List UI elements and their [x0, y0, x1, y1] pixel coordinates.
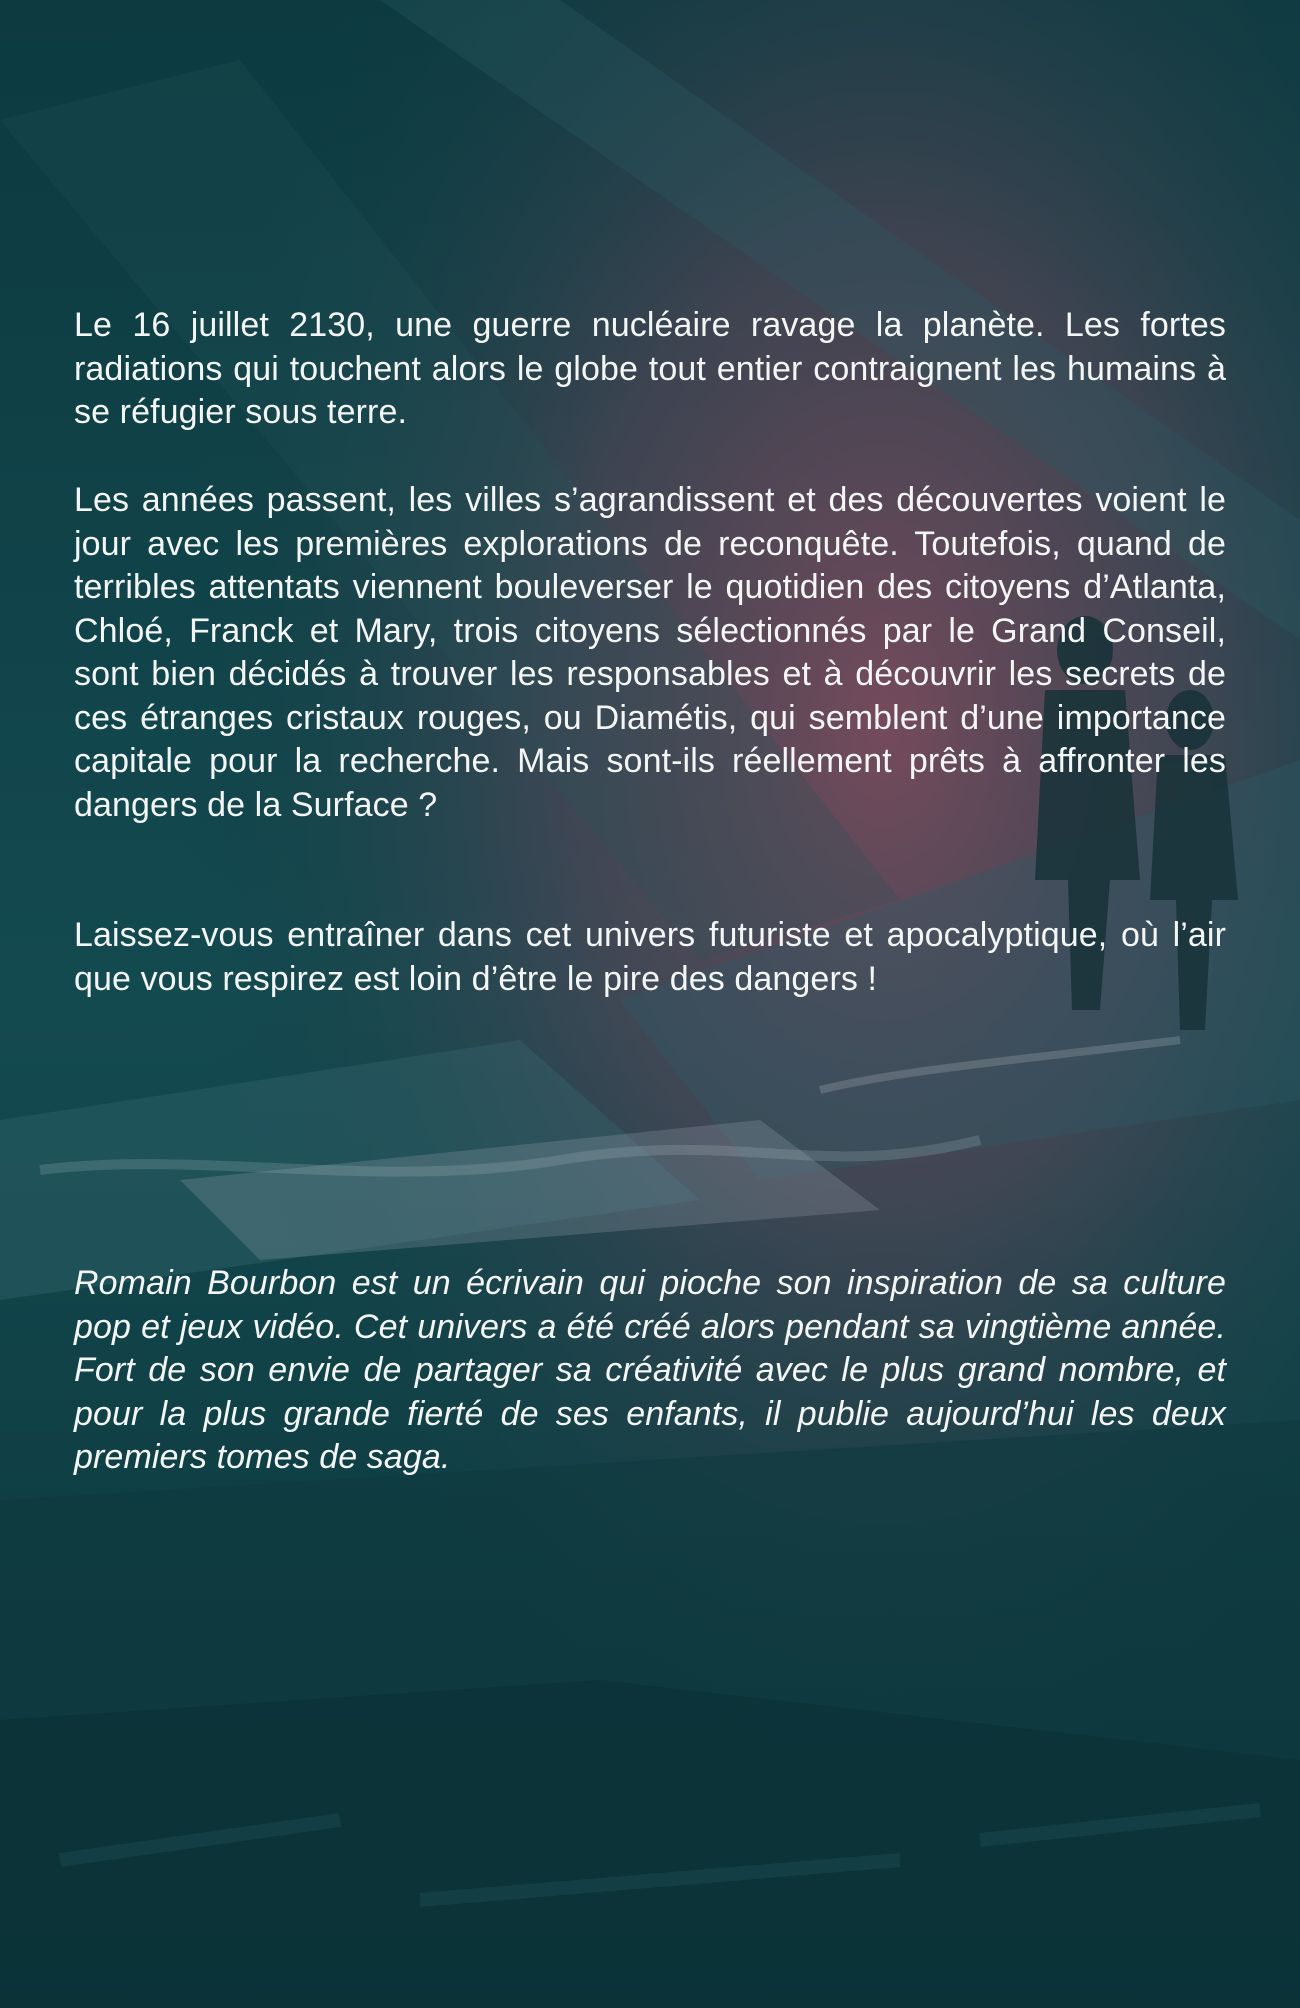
synopsis-paragraph-1	[74, 304, 1226, 435]
synopsis-text-1: Le 16 juillet 2130, une guerre nucléaire ravage la planète. Les fortes radiations qui touchent alors le globe tout entier contraignent les humains à se réfugier sous terre.	[74, 306, 1226, 431]
author-bio-text: Romain Bourbon est un écrivain qui pioche son inspiration de sa culture pop et jeux vidéo. Cet univers a été créé alors pendant sa vingtième année. Fort de son envie de partager sa créativité avec le plus grand nombre, et pour la plus grande fierté de ses enfants, il publie aujourd’hui les deux premiers tomes de saga.	[74, 1264, 1226, 1476]
synopsis-text-2: Les années passent, les villes s’agrandissent et des découvertes voient le jour avec les premières explorations de reconquête. Toutefois, quand de terribles attentats viennent bouleverser le quotidien des citoyens d’Atlanta, Chloé, Franck et Mary, trois citoyens sélectionnés par le Grand Conseil, sont bien décidés à trouver les responsables et à découvrir les secrets de ces étranges cristaux rouges, ou Diamétis, qui semblent d’une importance capitale pour la recherche. Mais sont-ils réellement prêts à affronter les dangers de la Surface ?	[74, 481, 1226, 824]
synopsis-paragraph-2	[74, 479, 1226, 827]
synopsis-text-3: Laissez-vous entraîner dans cet univers futuriste et apocalyptique, où l’air que vous respirez est loin d’être le pire des dangers !	[74, 916, 1226, 998]
author-bio	[74, 1262, 1226, 1480]
synopsis-paragraph-3	[74, 914, 1226, 1001]
